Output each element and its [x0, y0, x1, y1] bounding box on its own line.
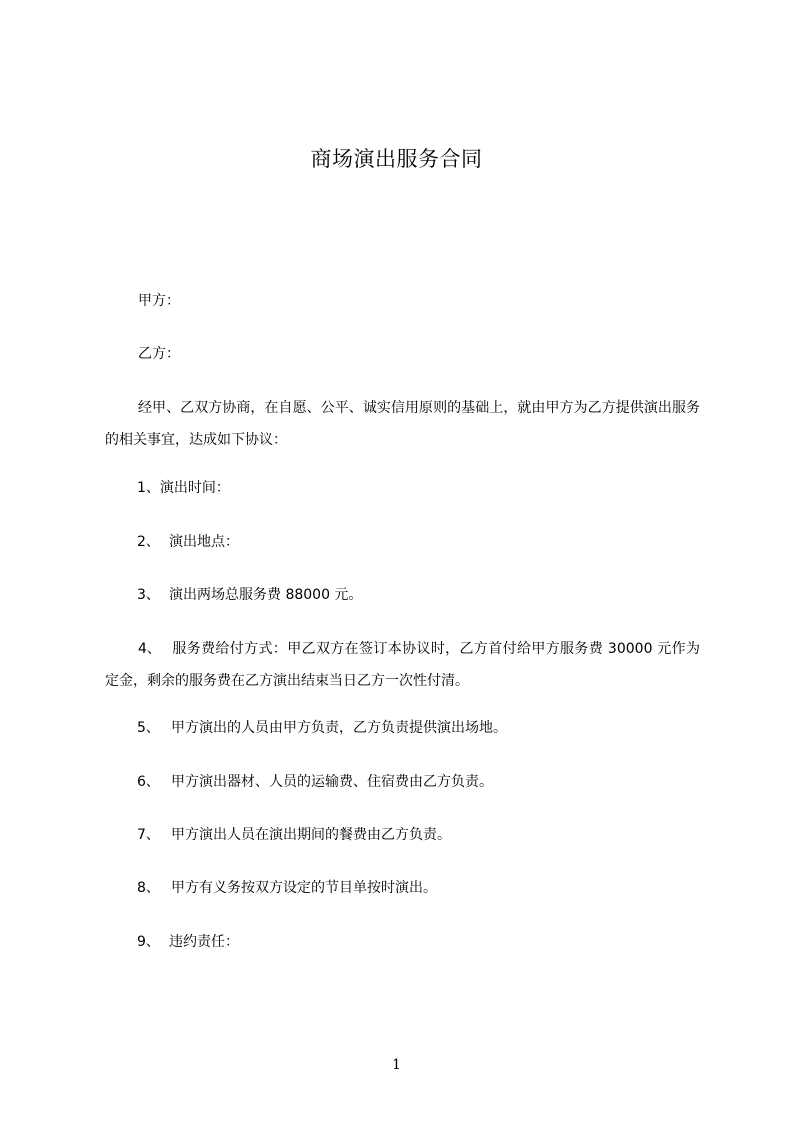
clause-9	[137, 932, 239, 952]
party-b-label: 乙方：	[138, 346, 180, 362]
clause-4	[105, 633, 700, 697]
clause-1	[137, 478, 230, 498]
clause-number: 9、	[137, 934, 160, 950]
clause-number: 6、	[137, 774, 160, 790]
clause-5	[137, 718, 507, 738]
contract-title: 商场演出服务合同	[310, 147, 483, 171]
page-number: 1	[392, 1057, 401, 1073]
clause-text: 演出地点：	[169, 534, 239, 550]
clause-number: 7、	[137, 827, 160, 843]
clause-text: 演出两场总服务费 88000 元。	[169, 587, 363, 603]
clause-number: 3、	[137, 587, 160, 603]
clause-text: 甲方演出的人员由甲方负责，乙方负责提供演出场地。	[171, 720, 507, 736]
clause-number: 2、	[137, 534, 160, 550]
clause-number: 8、	[137, 880, 160, 896]
clause-text: 服务费给付方式：甲乙双方在签订本协议时，乙方首付给甲方服务费 30000 元作为定金，剩余的服务费在乙方演出结束当日乙方一次性付清。	[105, 641, 700, 689]
clause-number: 1、	[137, 480, 160, 496]
party-a-label: 甲方：	[138, 293, 180, 309]
clause-8	[137, 878, 437, 898]
clause-3	[137, 585, 362, 605]
clause-text: 演出时间：	[159, 480, 230, 496]
clause-number: 5、	[137, 720, 160, 736]
clause-text: 甲方演出器材、人员的运输费、住宿费由乙方负责。	[171, 774, 493, 790]
clause-text: 违约责任：	[169, 934, 239, 950]
clause-number: 4、	[138, 641, 161, 657]
clause-text: 甲方有义务按双方设定的节目单按时演出。	[171, 880, 437, 896]
clause-7	[137, 825, 451, 845]
intro-paragraph: 经甲、乙双方协商，在自愿、公平、诚实信用原则的基础上，就由甲方为乙方提供演出服务的相关事宜，达成如下协议：	[105, 400, 700, 448]
clause-text: 甲方演出人员在演出期间的餐费由乙方负责。	[171, 827, 451, 843]
clause-2	[137, 532, 239, 552]
clause-6	[137, 772, 493, 792]
